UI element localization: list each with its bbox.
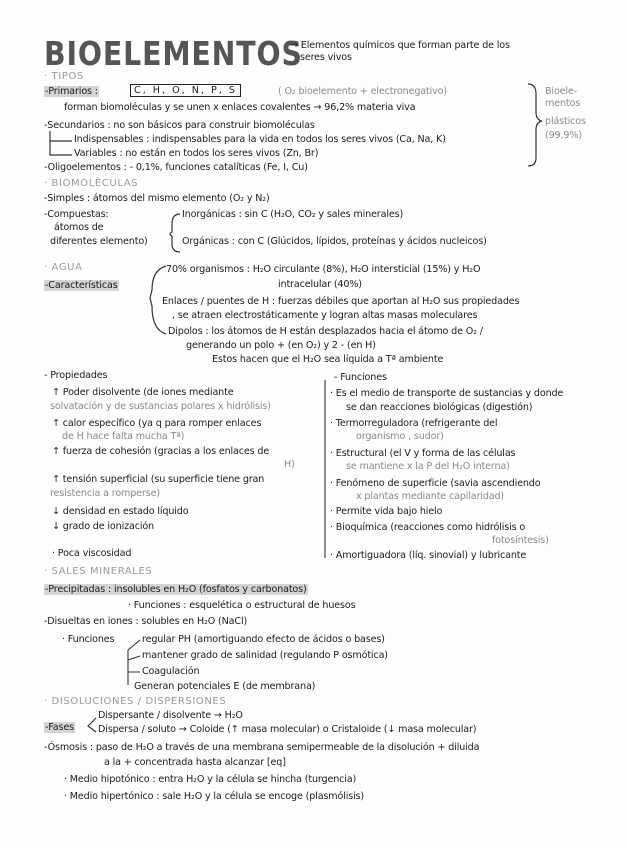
propiedades-heading: - Propiedades bbox=[44, 370, 108, 381]
agua-line6: generando un polo + (en O₂) y 2 - (en H) bbox=[186, 340, 376, 351]
agua-line4: , se atraen electrostáticamente y logran altas masas moleculares bbox=[172, 310, 478, 321]
funcion-3: · Estructural (el V y forma de las células bbox=[330, 448, 516, 459]
compuestas-line3: diferentes elemento) bbox=[50, 236, 148, 247]
simples-line: -Simples : átomos del mismo elemento (O₂ y N₂) bbox=[44, 193, 270, 204]
tipos-heading: · TIPOS bbox=[44, 71, 84, 82]
inorganicas-line: Inorgánicas : sin C (H₂O, CO₂ y sales minerales) bbox=[182, 209, 404, 220]
fase-dispersa: Dispersa / soluto → Coloide (↑ masa molecular) o Cristaloide (↓ masa molecular) bbox=[98, 724, 477, 735]
propiedad-1: ↑ Poder disolvente (de iones mediante bbox=[52, 387, 234, 398]
funcion-2b: organismo , sudor) bbox=[356, 431, 444, 442]
funcion-7: · Amortiguadora (líq. sinovial) y lubricante bbox=[330, 550, 527, 561]
funcion-4b: x plantas mediante capilaridad) bbox=[356, 491, 505, 502]
primarios-elements-box: C, H, O, N, P, S bbox=[130, 84, 241, 97]
funcion-2: · Termorreguladora (refrigerante del bbox=[330, 418, 498, 429]
agua-line3: Enlaces / puentes de H : fuerzas débiles que aportan al H₂O sus propiedades bbox=[162, 296, 520, 307]
primarios-note: ( O₂ bioelemento + electronegativo) bbox=[278, 86, 447, 97]
precipitadas-funciones: · Funciones : esquelética o estructural de huesos bbox=[128, 600, 356, 611]
primarios-label: -Primarios : bbox=[45, 86, 98, 97]
funcion-6: · Bioquímica (reacciones como hidrólisis o bbox=[330, 522, 526, 533]
sales-funciones-label: · Funciones bbox=[62, 634, 115, 645]
osmosis-line: -Ósmosis : paso de H₂O a través de una membrana semipermeable de la disolución + diluida bbox=[44, 742, 480, 753]
propiedad-3b: H) bbox=[284, 459, 295, 470]
side-label-line4: (99,9%) bbox=[545, 130, 582, 141]
side-label-line2: mentos bbox=[545, 98, 581, 109]
funcion-4: · Fenómeno de superficie (savia ascendiendo bbox=[330, 478, 541, 489]
indispensables-line: Indispensables : indispensables para la vida en todos los seres vivos (Ca, Na, K) bbox=[74, 134, 446, 145]
side-label-line1: Bioele- bbox=[545, 86, 577, 97]
sales-funcion-1: regular PH (amortiguando efecto de ácidos o bases) bbox=[142, 634, 385, 645]
disoluciones-heading: · DISOLUCIONES / DISPERSIONES bbox=[44, 696, 227, 707]
propiedad-5: ↓ densidad en estado líquido bbox=[52, 506, 189, 517]
title-definition-line2: seres vivos bbox=[300, 52, 352, 63]
page-title: BIOELEMENTOS bbox=[44, 34, 303, 73]
propiedad-2b: de H hace falta mucha Tª) bbox=[62, 431, 185, 442]
compuestas-line1: -Compuestas: bbox=[44, 209, 109, 220]
agua-line5: Dipolos : los átomos de H están desplazados hacia el átomo de O₂ / bbox=[168, 326, 483, 337]
organicas-line: Orgánicas : con C (Glúcidos, lípidos, proteínas y ácidos nucleicos) bbox=[182, 236, 487, 247]
propiedad-3: ↑ fuerza de cohesión (gracias a los enlaces de bbox=[52, 446, 270, 457]
osmosis-line2: a la + concentrada hasta alcanzar [eq] bbox=[104, 757, 286, 768]
agua-heading: · AGUA bbox=[44, 262, 83, 273]
sales-heading: · SALES MINERALES bbox=[44, 566, 153, 577]
funcion-3b: se mantiene x la P del H₂O interna) bbox=[346, 461, 510, 472]
funcion-5: · Permite vida bajo hielo bbox=[330, 506, 443, 517]
funciones-heading: - Funciones bbox=[334, 372, 387, 383]
oligoelementos-line: -Oligoelementos : - 0,1%, funciones catalíticas (Fe, I, Cu) bbox=[44, 162, 308, 173]
side-label-line3: plásticos bbox=[545, 116, 586, 127]
fase-dispersante: Dispersante / disolvente → H₂O bbox=[98, 710, 243, 721]
primarios-description: forman biomoléculas y se unen x enlaces covalentes → 96,2% materia viva bbox=[64, 102, 416, 113]
funcion-1: · Es el medio de transporte de sustancias y donde bbox=[330, 388, 564, 399]
compuestas-line2: átomos de bbox=[54, 222, 104, 233]
sales-funcion-3: Coagulación bbox=[142, 666, 200, 677]
medio-hipertonico: · Medio hipertónico : sale H₂O y la célula se encoge (plasmólisis) bbox=[64, 791, 365, 802]
fases-label: -Fases bbox=[45, 722, 74, 733]
propiedad-2: ↑ calor específico (ya q para romper enlaces bbox=[52, 418, 262, 429]
agua-line7: Estos hacen que el H₂O sea líquida a Tª ambiente bbox=[212, 354, 444, 365]
funcion-6b: fotosíntesis) bbox=[492, 535, 549, 546]
propiedad-1b: solvatación y de sustancias polares x hidrólisis) bbox=[50, 401, 271, 412]
funcion-1b: se dan reacciones biológicas (digestión) bbox=[346, 402, 533, 413]
secundarios-line: -Secundarios : no son básicos para construir biomoléculas bbox=[44, 120, 315, 131]
disueltas-line: -Disueltas en iones : solubles en H₂O (NaCl) bbox=[44, 616, 248, 627]
propiedad-7: · Poca viscosidad bbox=[52, 548, 132, 559]
sales-funcion-4: Generan potenciales E (de membrana) bbox=[134, 681, 316, 692]
medio-hipotonico: · Medio hipotónico : entra H₂O y la célula se hincha (turgencia) bbox=[64, 774, 357, 785]
propiedad-4b: resistencia a romperse) bbox=[50, 488, 160, 499]
propiedad-6: ↓ grado de ionización bbox=[52, 521, 154, 532]
variables-line: Variables : no están en todos los seres vivos (Zn, Br) bbox=[74, 148, 319, 159]
agua-line1: 70% organismos : H₂O circulante (8%), H₂O intersticial (15%) y H₂O bbox=[166, 264, 481, 275]
title-definition-line1: → Elementos químicos que forman parte de los bbox=[290, 40, 510, 51]
propiedad-4: ↑ tensión superficial (su superficie tiene gran bbox=[52, 474, 265, 485]
precipitadas-line: -Precipitadas : insolubles en H₂O (fosfatos y carbonatos) bbox=[45, 584, 307, 595]
caracteristicas-label: -Características bbox=[45, 280, 118, 291]
biomoleculas-heading: · BIOMOLÉCULAS bbox=[44, 178, 139, 189]
agua-line2: intracelular (40%) bbox=[278, 279, 362, 290]
sales-funcion-2: mantener grado de salinidad (regulando P osmótica) bbox=[142, 650, 388, 661]
